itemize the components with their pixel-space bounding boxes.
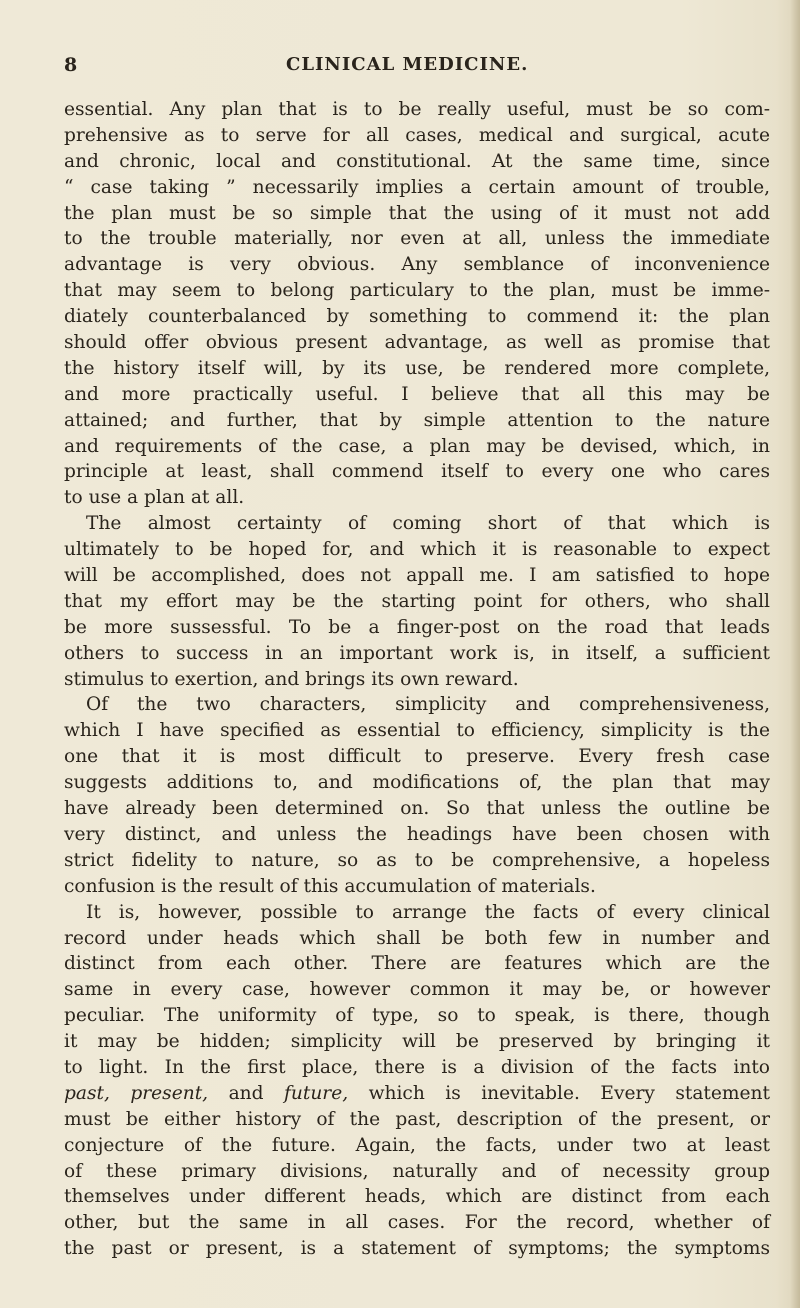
text-line: others to success in an important work is, in itself, a sufficient xyxy=(64,642,770,664)
text-line: confusion is the result of this accumulation of materials. xyxy=(64,875,596,897)
text-line: to use a plan at all. xyxy=(64,487,245,509)
text-line xyxy=(64,1081,770,1107)
text-line: the past or present, is a statement of symptoms; the symptoms xyxy=(64,1238,770,1260)
text-line: be more sussessful. To be a finger-post on the road that leads xyxy=(64,616,770,638)
text-line: “ case taking ” necessarily implies a certain amount of trouble, xyxy=(64,176,770,198)
text-line: other, but the same in all cases. For the record, whether of xyxy=(64,1212,770,1234)
text-line: will be accomplished, does not appall me. I am satisfied to hope xyxy=(64,565,770,587)
text-line: it may be hidden; simplicity will be preserved by bringing it xyxy=(64,1031,770,1053)
text-line: to the trouble materially, nor even at all, unless the immediate xyxy=(64,228,770,250)
text-line: one that it is most difficult to preserve. Every fresh case xyxy=(64,746,770,768)
text-line: principle at least, shall commend itself to every one who cares xyxy=(64,461,770,483)
running-head: CLINICAL MEDICINE. xyxy=(286,54,529,75)
italic-term: present, xyxy=(130,1082,209,1104)
text-line: essential. Any plan that is to be really useful, must be so com- xyxy=(64,99,770,120)
text-line: attained; and further, that by simple attention to the nature xyxy=(64,409,770,431)
page-number: 8 xyxy=(64,54,78,76)
text-line: stimulus to exertion, and brings its own reward. xyxy=(64,668,519,690)
text-line: advantage is very obvious. Any semblance of inconvenience xyxy=(64,254,770,276)
text-line: diately counterbalanced by something to commend it: the plan xyxy=(64,306,770,328)
italic-term: past, xyxy=(64,1082,110,1104)
text-line: that may seem to belong particulary to the plan, must be imme- xyxy=(64,280,770,302)
page-edge-shadow xyxy=(790,0,800,1308)
text-line: to light. In the first place, there is a division of the facts into xyxy=(64,1056,770,1078)
page-header xyxy=(64,40,744,74)
text-line: themselves under different heads, which are distinct from each xyxy=(64,1186,770,1208)
text-line: and more practically useful. I believe that all this may be xyxy=(64,383,770,405)
text-line: must be either history of the past, description of the present, or xyxy=(64,1108,770,1130)
text-line: record under heads which shall be both few in number and xyxy=(64,927,770,949)
text-line: and requirements of the case, a plan may be devised, which, in xyxy=(64,435,770,457)
text-line: strict fidelity to nature, so as to be comprehensive, a hopeless xyxy=(64,849,770,871)
text-line: suggests additions to, and modifications of, the plan that may xyxy=(64,772,770,794)
text-line: and chronic, local and constitutional. At the same time, since xyxy=(64,150,770,172)
text-line: of these primary divisions, naturally and of necessity group xyxy=(64,1160,770,1182)
text-line: peculiar. The uniformity of type, so to speak, is there, though xyxy=(64,1005,770,1027)
text-line: conjecture of the future. Again, the facts, under two at least xyxy=(64,1134,770,1156)
text-line: same in every case, however common it may be, or however xyxy=(64,979,770,1001)
body-text xyxy=(64,97,770,1262)
text-line: that my effort may be the starting point for others, who shall xyxy=(64,590,770,612)
text-line: the plan must be so simple that the using of it must not add xyxy=(64,202,770,224)
text-line: It is, however, possible to arrange the facts of every clinical xyxy=(86,901,770,923)
text-line: which I have specified as essential to efficiency, simplicity is the xyxy=(64,720,770,742)
text-run: and xyxy=(228,1082,264,1104)
text-line: distinct from each other. There are features which are the xyxy=(64,953,770,975)
text-line: ultimately to be hoped for, and which it is reasonable to expect xyxy=(64,539,770,561)
text-line: The almost certainty of coming short of that which is xyxy=(86,513,770,535)
text-line: have already been determined on. So that unless the outline be xyxy=(64,798,770,820)
text-line: very distinct, and unless the headings have been chosen with xyxy=(64,823,770,845)
text-line: Of the two characters, simplicity and comprehensiveness, xyxy=(86,694,770,716)
text-run: which is inevitable. Every statement xyxy=(368,1082,770,1104)
text-line: the history itself will, by its use, be rendered more complete, xyxy=(64,357,770,379)
text-line: prehensive as to serve for all cases, medical and surgical, acute xyxy=(64,124,770,146)
italic-term: future, xyxy=(284,1082,349,1104)
text-line: should offer obvious present advantage, as well as promise that xyxy=(64,332,770,354)
